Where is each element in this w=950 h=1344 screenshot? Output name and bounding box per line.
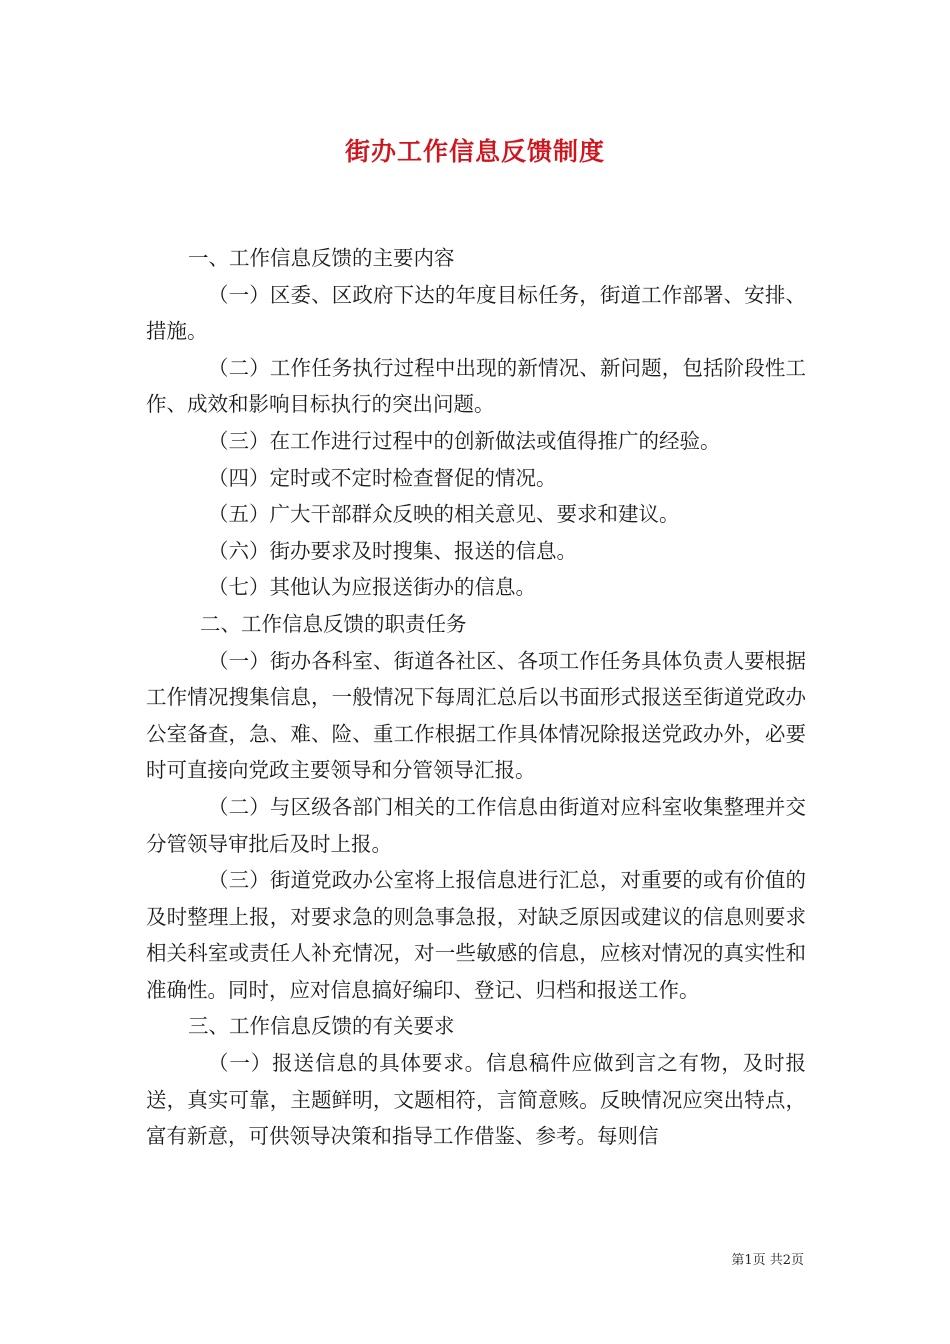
section-heading-1: 一、工作信息反馈的主要内容 — [188, 246, 455, 270]
section-1-item-3: （三）在工作进行过程中的创新做法或值得推广的经验。 — [208, 428, 721, 453]
section-1-item-5: （五）广大干部群众反映的相关意见、要求和建议。 — [208, 502, 680, 527]
section-1-item-1: （一）区委、区政府下达的年度目标任务，街道工作部署、安排、措施。 — [146, 282, 806, 344]
page-number-footer: 第1页 共2页 — [731, 1253, 804, 1268]
section-1-item-6: （六）街办要求及时搜集、报送的信息。 — [208, 538, 577, 563]
document-body — [146, 240, 806, 1155]
section-heading-3: 三、工作信息反馈的有关要求 — [188, 1014, 455, 1039]
section-2-item-1: （一）街办各科室、街道各社区、各项工作任务具体负责人要根据工作情况搜集信息，一般情况下每周汇总后以书面形式报送至街道党政办公室备查，急、难、险、重工作根据工作具体情况除报送党政办外，必要时可直接向党政主要领导和分管领导汇报。 — [146, 648, 806, 783]
document-title: 街办工作信息反馈制度 — [344, 137, 605, 166]
section-2-item-3: （三）街道党政办公室将上报信息进行汇总，对重要的或有价值的及时整理上报，对要求急的则急事急报，对缺乏原因或建议的信息则要求相关科室或责任人补充情况，对一些敏感的信息，应核对情况的真实性和准确性。同时，应对信息搞好编印、登记、归档和报送工作。 — [146, 868, 806, 1002]
section-2-item-2: （二）与区级各部门相关的工作信息由街道对应科室收集整理并交分管领导审批后及时上报。 — [146, 794, 806, 856]
section-heading-2: 二、工作信息反馈的职责任务 — [200, 611, 467, 636]
section-3-item-1: （一）报送信息的具体要求。信息稿件应做到言之有物，及时报送，真实可靠，主题鲜明，文题相符，言简意赅。反映情况应突出特点，富有新意，可供领导决策和指导工作借鉴、参考。每则信 — [146, 1051, 806, 1149]
section-1-item-2: （二）工作任务执行过程中出现的新情况、新问题，包括阶段性工作、成效和影响目标执行的突出问题。 — [146, 355, 806, 417]
section-1-item-7: （七）其他认为应报送街办的信息。 — [208, 575, 536, 600]
section-1-item-4: （四）定时或不定时检查督促的情况。 — [208, 465, 557, 490]
